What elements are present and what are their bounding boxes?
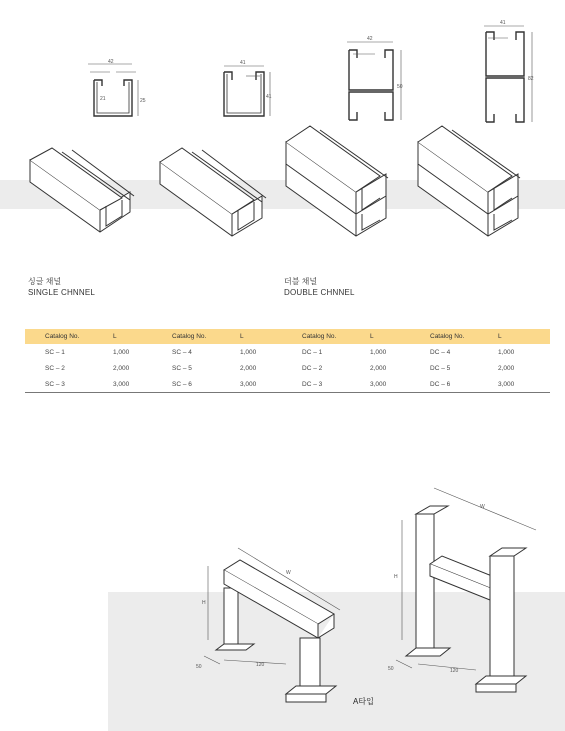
dim-d2-label: 120	[450, 668, 459, 674]
dim-width-label: 42	[367, 36, 373, 42]
double-channel-title-kr: 더블 채널	[284, 277, 318, 286]
single-channel-illustration-1	[22, 140, 142, 240]
col-header: L	[370, 329, 422, 344]
cell: 1,000	[113, 348, 130, 356]
single-channel-title-en: SINGLE CHNNEL	[28, 288, 96, 297]
table-row	[282, 376, 422, 393]
col-header: L	[113, 329, 165, 344]
col-header: Catalog No.	[25, 329, 113, 344]
dim-height-label: 25	[140, 98, 146, 104]
stand-b-illustration	[380, 480, 550, 700]
dim-w-label: W	[480, 504, 485, 510]
cross-section-single-42	[80, 58, 152, 120]
catalog-table-4	[410, 329, 550, 393]
cell: 2,000	[113, 364, 130, 372]
cross-section-double-42	[335, 32, 415, 124]
table-row	[282, 344, 422, 360]
col-header: Catalog No.	[152, 329, 240, 344]
table-row	[25, 344, 165, 360]
table-row	[25, 360, 165, 376]
cell: SC – 6	[152, 376, 240, 393]
cell: 3,000	[370, 376, 422, 393]
cell: DC – 6	[410, 376, 498, 393]
double-channel-illustration-2	[412, 118, 532, 238]
cell: 3,000	[113, 376, 165, 393]
cross-section-double-41	[468, 18, 550, 126]
double-channel-illustration-1	[280, 118, 400, 238]
dim-d2-label: 120	[256, 662, 265, 668]
double-channel-title-en: DOUBLE CHNNEL	[284, 288, 355, 297]
catalog-table-2	[152, 329, 292, 393]
dim-w-label: W	[286, 570, 291, 576]
table-row	[410, 344, 550, 360]
dim-h-label: H	[202, 600, 206, 606]
table-row	[152, 360, 292, 376]
cell: SC – 5	[172, 364, 192, 372]
cell: 1,000	[240, 348, 257, 356]
cell: SC – 2	[45, 364, 65, 372]
col-header: Catalog No.	[410, 329, 498, 344]
single-channel-title-kr: 싱글 채널	[28, 277, 62, 286]
table-row	[152, 376, 292, 393]
cell: 1,000	[498, 348, 515, 356]
dim-height-label: 82	[528, 76, 534, 82]
dim-height-label: 50	[397, 84, 403, 90]
dim-width-label: 41	[500, 20, 506, 26]
table-row	[410, 360, 550, 376]
dim-width-label: 41	[240, 60, 246, 66]
cell: 2,000	[370, 364, 387, 372]
dim-width-label: 42	[108, 59, 114, 65]
cell: DC – 1	[302, 348, 323, 356]
cell: SC – 1	[45, 348, 65, 356]
cell: 1,000	[370, 348, 387, 356]
catalog-table-3	[282, 329, 422, 393]
stand-a-illustration	[190, 540, 360, 710]
dim-d1-label: 50	[388, 666, 394, 672]
cell: DC – 3	[282, 376, 370, 393]
table-row	[410, 376, 550, 393]
single-channel-illustration-2	[152, 140, 272, 240]
cell: DC – 4	[430, 348, 451, 356]
cell: DC – 2	[302, 364, 323, 372]
cell: 2,000	[498, 364, 515, 372]
col-header: Catalog No.	[282, 329, 370, 344]
dim-d1-label: 50	[196, 664, 202, 670]
cell: 3,000	[240, 376, 292, 393]
col-header: L	[498, 329, 550, 344]
cross-section-single-41	[210, 58, 278, 120]
table-row	[282, 360, 422, 376]
catalog-table-1	[25, 329, 165, 393]
col-header: L	[240, 329, 292, 344]
dim-inner-label: 21	[100, 96, 106, 102]
dim-h-label: H	[394, 574, 398, 580]
table-row	[152, 344, 292, 360]
cell: SC – 3	[25, 376, 113, 393]
dim-height-label: 41	[266, 94, 272, 100]
cell: 2,000	[240, 364, 257, 372]
cell: DC – 5	[430, 364, 451, 372]
table-row	[25, 376, 165, 393]
cell: 3,000	[498, 376, 550, 393]
cell: SC – 4	[172, 348, 192, 356]
caption-a-type: A타입	[353, 697, 374, 706]
